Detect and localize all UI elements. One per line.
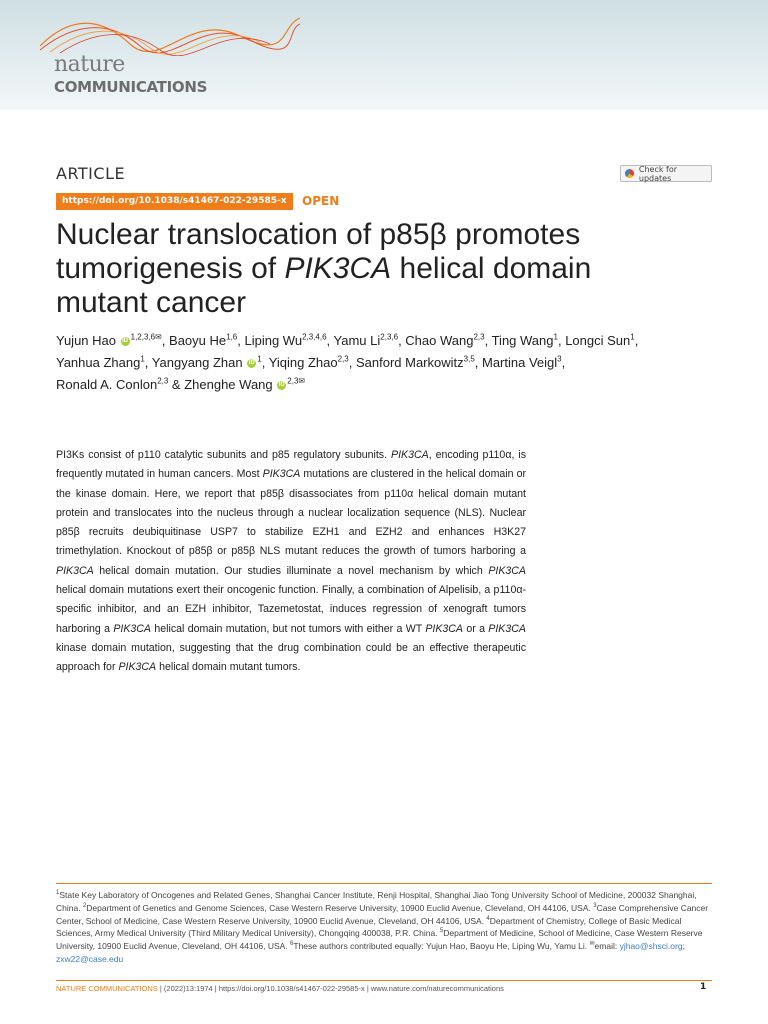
author-name: Longci Sun <box>565 333 631 348</box>
orcid-icon[interactable]: iD <box>248 360 255 367</box>
abstract-text: , encoding p110α, is frequently mutated in human cancers. Most <box>56 449 526 481</box>
author-affiliation-sup: 1,2,3,6✉ <box>130 332 162 342</box>
footer-citation: | (2022)13:1974 | https://doi.org/10.1038/s41467-022-29585-x | www.nature.com/naturecommunications <box>157 984 504 993</box>
title-line-2a: tumorigenesis of <box>56 252 285 285</box>
affiliations <box>56 889 716 966</box>
abstract-gene-italic: PIK3CA <box>113 622 151 635</box>
title-gene-italic: PIK3CA <box>284 252 392 285</box>
author-name: Yujun Hao <box>56 333 116 348</box>
abstract-text: helical domain mutation. Our studies illuminate a novel mechanism by which <box>93 564 489 577</box>
affiliation-text: Department of Genetics and Genome Sciences, Case Western Reserve University, 10900 Euclid Avenue, Cleveland, OH 44106, USA. <box>86 902 594 913</box>
doi-link[interactable]: https://doi.org/10.1038/s41467-022-29585-x <box>56 193 293 210</box>
abstract-gene-italic: PIK3CA <box>488 564 526 577</box>
affiliation-sup: 1 <box>56 890 60 897</box>
abstract-text: kinase domain mutation, suggesting that the drug combination could be an effective therapeutic approach for <box>56 641 526 674</box>
email-label: email: <box>594 941 620 952</box>
affiliation-sup: 6 <box>290 941 294 948</box>
author-name: Ronald A. Conlon <box>56 377 158 392</box>
abstract-text: PI3Ks consist of p110 catalytic subunits and p85 regulatory subunits. <box>56 449 391 461</box>
check-for-updates-button[interactable] <box>620 165 712 182</box>
affiliation-text: Department of Chemistry, College of Basic Medical Sciences, Army Medical University (Third Military Medical University), Chongqing 400038, P.R. China. <box>56 915 682 939</box>
author-name: Baoyu He <box>169 333 227 348</box>
orcid-icon[interactable]: iD <box>122 338 129 345</box>
affiliation-divider <box>56 883 712 884</box>
crossmark-icon <box>625 169 634 178</box>
abstract-gene-italic: PIK3CA <box>118 661 157 674</box>
footer-journal-name: NATURE COMMUNICATIONS <box>56 984 158 993</box>
author-name: Ting Wang <box>491 333 554 348</box>
affiliation-text: These authors contributed equally: Yujun Hao, Baoyu He, Liping Wu, Yamu Li. <box>293 941 590 952</box>
author-name: Yiqing Zhao <box>268 355 338 370</box>
author-affiliation-sup: 2,3,6 <box>380 332 399 342</box>
author-affiliation-sup: 2,3 <box>473 332 485 342</box>
affiliation-text: Case Comprehensive Cancer Center, School of Medicine, Case Western Reserve University, 10900 Euclid Avenue, Cleveland, OH 44106, USA. <box>56 902 709 926</box>
abstract-text: mutations are clustered in the helical domain or the kinase domain. Here, we report that p85β disassociates from p110α helical domain mutant protein and translocates into the nucleus through a nuclear localization sequence (NLS). Nuclear p85β recruits deubiquitinase USP7 to stabilize EZH1 and EZH2 and enhances H3K27 trimethylation. Knockout of p85β or p85β NLS mutant reduces the growth of tumors harboring a <box>56 468 526 558</box>
author-affiliation-sup: 1 <box>257 354 262 364</box>
open-access-label: OPEN <box>302 194 340 208</box>
article-type-label: ARTICLE <box>56 164 126 183</box>
author-affiliation-sup: 1 <box>630 332 635 342</box>
author-name: Chao Wang <box>405 333 474 348</box>
orcid-icon[interactable]: iD <box>278 382 285 389</box>
logo-communications: COMMUNICATIONS <box>54 78 208 96</box>
abstract-gene-italic: PIK3CA <box>425 622 463 635</box>
author-name: Liping Wu <box>244 333 303 348</box>
author-list: Yujun Hao iD $^{1,2,3,6✉}$, Baoyu He$^{1,6}$, Liping Wu$^{2,3,4,6}$, Yamu Li$^{2,3,6}$, Chao Wang$^{2,3}$, Ting Wang$^1$, Longci Sun$^1$, Yanhua Zhang$^1$, Yangyang Zhan iD $^1$, Yiqing Zhao$^{2,3}$, Sanford Markowitz$^{3,5}$, Martina Veigl$^3$, Ronald A. Conlon$^{2,3}$ & Zhenghe Wang iD $^{2,3✉}$ <box>56 332 639 392</box>
article-title <box>56 218 706 320</box>
email-icon: ✉ <box>589 941 595 948</box>
journal-header-band <box>0 0 768 110</box>
author-name: Martina Veigl <box>482 355 558 370</box>
affiliation-text: Department of Medicine, School of Medicine, Case Western Reserve University, 10900 Euclid Avenue, Cleveland, OH 44106, USA. <box>56 928 703 952</box>
author-affiliation-sup: 2,3 <box>337 354 349 364</box>
author-affiliation-sup: 2,3 <box>157 376 169 386</box>
author-name: Yanhua Zhang <box>56 355 141 370</box>
affiliation-sup: 2 <box>82 902 87 909</box>
email-link-1[interactable]: yjhao@shsci.org <box>619 941 683 952</box>
abstract-text: helical domain mutations exert their oncogenic function. Finally, a combination of Alpelisib, a p110α-specific inhibitor, and an EZH inhibitor, Tazemetostat, induces regression of xenograft tumors harboring a <box>56 584 526 635</box>
abstract-text: helical domain mutant tumors. <box>156 661 301 674</box>
affiliation-sup: 5 <box>439 928 444 935</box>
affiliation-sup: 4 <box>486 915 490 922</box>
check-for-updates-label: Check for updates <box>638 164 678 183</box>
author-affiliation-sup: 1 <box>553 332 558 342</box>
author-name: Yangyang Zhan <box>151 355 243 370</box>
abstract-text: or a <box>463 622 489 635</box>
abstract <box>56 446 526 678</box>
abstract-gene-italic: PIK3CA <box>488 622 526 635</box>
wave-logo-graphic <box>40 6 300 56</box>
email-link-2[interactable]: zxw22@case.edu <box>56 953 124 964</box>
author-affiliation-sup: 3 <box>557 354 562 364</box>
abstract-gene-italic: PIK3CA <box>262 468 301 481</box>
affiliation-text: State Key Laboratory of Oncogenes and Related Genes, Shanghai Cancer Institute, Renji Hospital, Shanghai Jiao Tong University School of Medicine, 200032 Shanghai, China. <box>56 890 697 913</box>
page-footer <box>56 984 504 993</box>
author-name: Sanford Markowitz <box>355 355 464 370</box>
affiliation-sup: 3 <box>593 902 597 909</box>
logo-nature: nature <box>54 52 125 77</box>
title-line-1: Nuclear translocation of p85β promotes <box>56 218 581 251</box>
title-line-3: mutant cancer <box>56 286 247 319</box>
author-affiliation-sup: 2,3✉ <box>287 376 306 386</box>
footer-divider <box>56 980 712 981</box>
email-separator: ; <box>682 941 685 952</box>
author-affiliation-sup: 2,3,4,6 <box>302 332 327 342</box>
abstract-gene-italic: PIK3CA <box>391 449 429 461</box>
abstract-gene-italic: PIK3CA <box>56 564 94 577</box>
author-name: Zhenghe Wang <box>184 377 273 392</box>
title-line-2b: helical domain <box>391 252 592 285</box>
author-name: Yamu Li <box>333 333 381 348</box>
author-affiliation-sup: 3,5 <box>463 354 475 364</box>
author-affiliation-sup: 1,6 <box>226 332 238 342</box>
abstract-text: helical domain mutation, but not tumors with either a WT <box>151 622 426 635</box>
author-affiliation-sup: 1 <box>140 354 145 364</box>
page-number: 1 <box>700 982 707 992</box>
